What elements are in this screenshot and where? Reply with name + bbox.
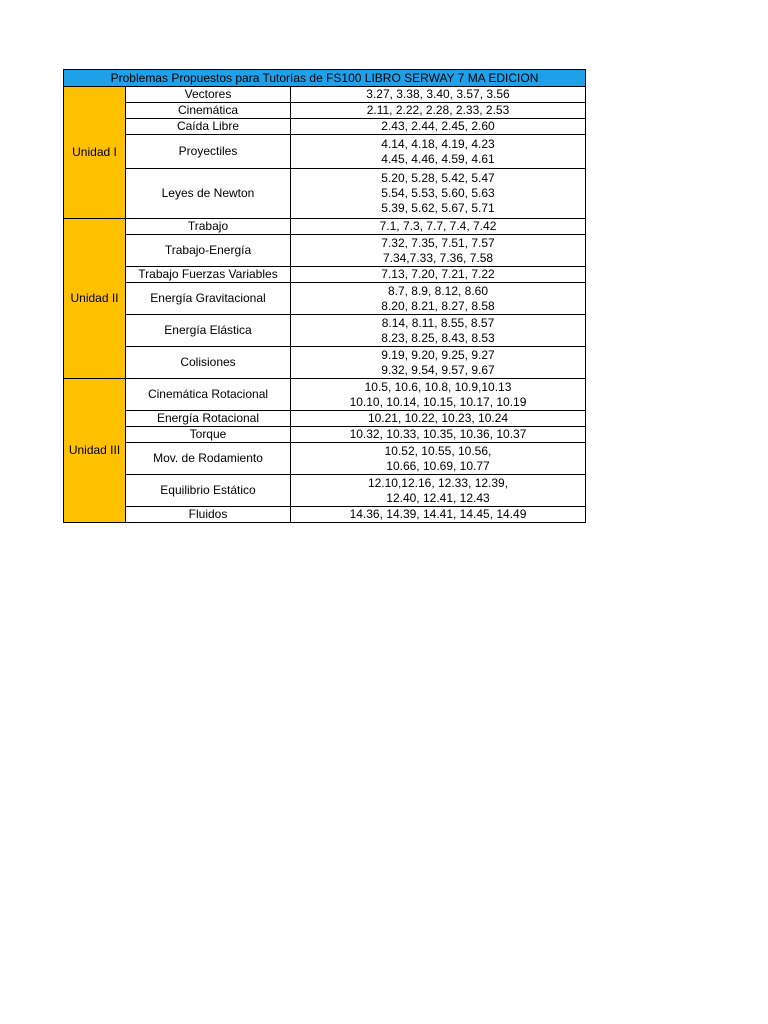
problem-line: 10.21, 10.22, 10.23, 10.24 <box>367 411 509 425</box>
problem-line: 8.7, 8.9, 8.12, 8.60 <box>387 283 489 298</box>
problem-list <box>291 235 586 267</box>
problem-list <box>291 507 586 523</box>
topic-name: Trabajo-Energía <box>126 235 291 267</box>
table-row <box>64 427 586 443</box>
problem-line: 10.5, 10.6, 10.8, 10.9,10.13 <box>364 379 512 394</box>
unit-label: Unidad II <box>64 219 126 379</box>
table-row <box>64 87 586 103</box>
problem-list <box>291 135 586 169</box>
problem-list <box>291 379 586 411</box>
topic-name: Proyectiles <box>126 135 291 169</box>
table-row <box>64 103 586 119</box>
topic-name: Leyes de Newton <box>126 169 291 219</box>
problem-line: 2.11, 2.22, 2.28, 2.33, 2.53 <box>366 103 510 117</box>
problem-list <box>291 219 586 235</box>
problem-line: 14.36, 14.39, 14.41, 14.45, 14.49 <box>349 507 527 521</box>
problem-line: 3.27, 3.38, 3.40, 3.57, 3.56 <box>366 87 510 101</box>
table-row <box>64 283 586 315</box>
topic-name: Energía Gravitacional <box>126 283 291 315</box>
topic-name: Mov. de Rodamiento <box>126 443 291 475</box>
problem-line: 10.52, 10.55, 10.56, <box>384 443 492 458</box>
problem-line: 7.1, 7.3, 7.7, 7.4, 7.42 <box>379 219 497 233</box>
problem-list <box>291 475 586 507</box>
topic-name: Energía Elástica <box>126 315 291 347</box>
problem-list <box>291 347 586 379</box>
problem-line: 4.45, 4.46, 4.59, 4.61 <box>381 151 495 166</box>
table-row <box>64 235 586 267</box>
table-row <box>64 135 586 169</box>
problem-list <box>291 267 586 283</box>
table-row <box>64 475 586 507</box>
problem-line: 12.10,12.16, 12.33, 12.39, <box>367 475 509 490</box>
table-row <box>64 119 586 135</box>
problem-list <box>291 119 586 135</box>
problem-line: 12.40, 12.41, 12.43 <box>386 490 490 505</box>
problem-line: 8.23, 8.25, 8.43, 8.53 <box>381 330 495 345</box>
problem-line: 8.14, 8.11, 8.55, 8.57 <box>381 315 495 330</box>
topic-name: Vectores <box>126 87 291 103</box>
table-row <box>64 169 586 219</box>
topic-name: Trabajo Fuerzas Variables <box>126 267 291 283</box>
problem-list <box>291 169 586 219</box>
problem-list <box>291 427 586 443</box>
problem-list <box>291 87 586 103</box>
topic-name: Equilibrio Estático <box>126 475 291 507</box>
problem-line: 10.32, 10.33, 10.35, 10.36, 10.37 <box>349 427 527 441</box>
topic-name: Energía Rotacional <box>126 411 291 427</box>
table-row <box>64 443 586 475</box>
problem-line: 9.19, 9.20, 9.25, 9.27 <box>381 347 495 362</box>
topic-name: Colisiones <box>126 347 291 379</box>
topic-name: Trabajo <box>126 219 291 235</box>
table-row <box>64 411 586 427</box>
problem-line: 7.34,7.33, 7.36, 7.58 <box>382 250 494 265</box>
title-row <box>64 70 586 87</box>
table-row <box>64 315 586 347</box>
problem-line: 7.13, 7.20, 7.21, 7.22 <box>381 267 495 281</box>
problem-list <box>291 283 586 315</box>
problem-line: 8.20, 8.21, 8.27, 8.58 <box>381 298 495 313</box>
problem-list <box>291 443 586 475</box>
problem-line: 9.32, 9.54, 9.57, 9.67 <box>381 362 495 377</box>
problem-list <box>291 411 586 427</box>
problems-table <box>63 69 586 523</box>
problem-line: 5.54, 5.53, 5.60, 5.63 <box>381 186 495 200</box>
topic-name: Caída Libre <box>126 119 291 135</box>
problem-line: 5.20, 5.28, 5.42, 5.47 <box>381 171 495 185</box>
problem-line: 4.14, 4.18, 4.19, 4.23 <box>381 136 495 151</box>
table-row <box>64 379 586 411</box>
problem-line: 2.43, 2.44, 2.45, 2.60 <box>381 119 495 133</box>
topic-name: Cinemática <box>126 103 291 119</box>
problem-list <box>291 315 586 347</box>
table-row <box>64 507 586 523</box>
problem-line: 7.32, 7.35, 7.51, 7.57 <box>381 235 495 250</box>
topic-name: Torque <box>126 427 291 443</box>
table-title: Problemas Propuestos para Tutorías de FS100 LIBRO SERWAY 7 MA EDICION <box>64 70 586 87</box>
topic-name: Fluidos <box>126 507 291 523</box>
unit-label: Unidad I <box>64 87 126 219</box>
problem-list <box>291 103 586 119</box>
problem-line: 10.10, 10.14, 10.15, 10.17, 10.19 <box>349 394 527 409</box>
topic-name: Cinemática Rotacional <box>126 379 291 411</box>
problem-line: 10.66, 10.69, 10.77 <box>386 458 490 473</box>
table-row <box>64 219 586 235</box>
table-row <box>64 347 586 379</box>
unit-label: Unidad III <box>64 379 126 523</box>
table-row <box>64 267 586 283</box>
problem-line: 5.39, 5.62, 5.67, 5.71 <box>381 201 495 215</box>
